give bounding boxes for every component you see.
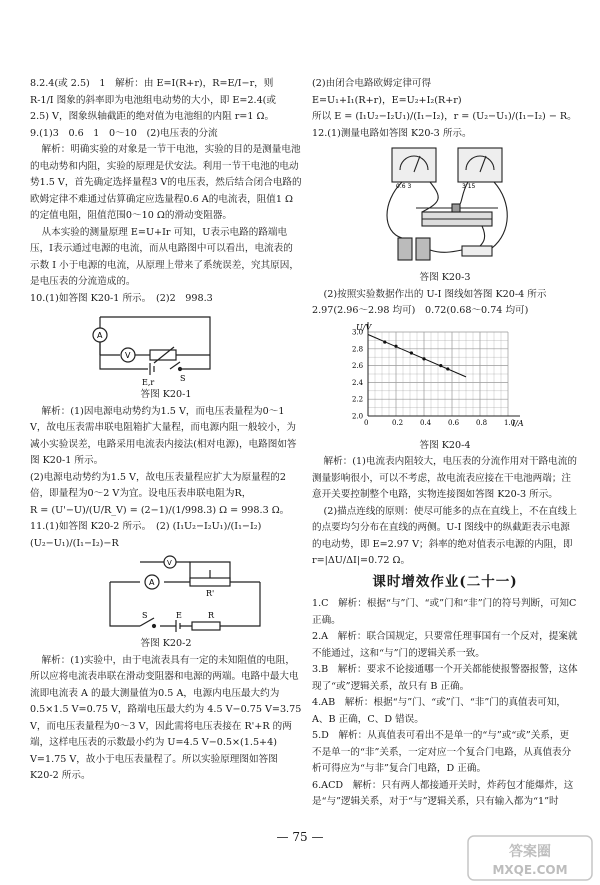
q11-result: 所以 E = (I₁U₂−I₂U₁)/(I₁−I₂)，r = (U₂−U₁)/(I₁−I₂) − R。	[312, 111, 577, 122]
ex21-q6: 6.ACD 解析：只有两人都接通开关时，炸药包才能爆炸，这是“与”逻辑关系，对于“与”逻辑关系，只有输入都为“1”时	[312, 779, 574, 807]
q11-answer: 11.(1)如答图 K20-2 所示。 (2) (I₁U₂−I₂U₁)/(I₁−I₂) (U₂−U₁)/(I₁−I₂)−R	[30, 521, 271, 549]
q8-text-3: 2.5) V，图象纵轴截距的绝对值为电池组的内阻 r=1 Ω。	[30, 111, 275, 122]
q12-part2: (2)按照实验数据作出的 U-I 图线如答图 K20-4 所示	[323, 288, 547, 300]
q11-analysis: 解析：(1)实验中，由于电流表具有一定的未知阻值的电阻，所以应将电流表串联在滑动变阻器和电源的两端。电路中最大电流即电流表 A 的最大测量值为0.5 A，电源内电压最大约为 0.5×1.5 V=0.75 V，路端电压最大约为 4.5 V−0.75 V=3.75 V，而电压表量程为0～3 V，因此需将电压表接在 R'+R 的两端，这样电压表的示数最小约为 U=4.5 V−0.5×(1.5+4) V=1.75 V，故小于电压表量程了。所以实验原理图如答图 K20-2 所示。	[30, 654, 302, 781]
section-title: 课时增效作业(二十一)	[372, 573, 518, 590]
voltmeter-symbol: V	[125, 351, 131, 360]
ammeter-symbol-2: A	[149, 578, 155, 587]
resistor-label: R	[208, 611, 215, 620]
data-point	[410, 351, 413, 354]
q9-answer: 9.(1)3 0.6 1 0～10 (2)电压表的分流	[30, 127, 218, 139]
circuit-diagram-k20-1	[30, 307, 302, 387]
x-tick-label: 0.8	[476, 418, 488, 427]
caption-k20-1: 答图 K20-1	[140, 389, 192, 400]
q10-formula: R = (U'−U)/(U/R_V) = (2−1)/(1/998.3) Ω = 998.3 Ω。	[30, 504, 290, 516]
x-tick-label: 1.0	[504, 418, 516, 427]
q9-analysis: 解析：明确实验的对象是一节干电池，实验的目的是测量电池的电动势和内阻，实验的原理是伏安法。利用一节干电池的电动势1.5 V，首先确定选择量程3 V的电压表，然后结合闭合电路的欧姆定律不难通过估算确定应选量程0.6 A的电流表，阻值1 Ω的定值电阻，阻值范围0～10 Ω的滑动变阻器。	[30, 144, 302, 221]
y-tick-label: 3.0	[352, 328, 364, 336]
q8-text-2: R-1/I 图象的斜率即为电池组电动势的大小，即 E=2.4(或	[30, 94, 277, 106]
voltmeter-symbol-2: V	[167, 559, 172, 567]
y-tick-label: 2.0	[352, 412, 364, 420]
ex21-q2: 2.A 解析：联合国规定，只要常任理事国有一个反对，提案就不能通过，这和“与”门的逻辑关系一致。	[312, 631, 578, 659]
caption-k20-4: 答图 K20-4	[419, 439, 471, 451]
circuit-diagram-k20-2	[30, 552, 302, 636]
watermark-logo	[466, 834, 594, 882]
ammeter-symbol: A	[97, 331, 103, 340]
y-tick-label: 2.2	[352, 395, 364, 404]
q11-equations: E=U₁+I₁(R+r)，E=U₂+I₂(R+r)	[312, 94, 462, 106]
data-point	[422, 357, 425, 360]
battery-label-2: E	[176, 611, 182, 620]
x-axis-label: I/A	[512, 418, 524, 428]
ex21-q1: 1.C 解析：根据“与”门、“或”门和“非”门的符号判断，可知C正确。	[312, 598, 577, 626]
x-tick-label: 0.4	[420, 418, 432, 427]
q10-analysis-2: (2)电源电动势约为1.5 V，故电压表量程应扩大为原量程的2倍，即量程为0～2 V为宜。设电压表串联电阻为R，	[30, 471, 286, 499]
y-tick-label: 2.6	[352, 361, 364, 370]
y-tick-label: 2.8	[352, 344, 364, 353]
q10-analysis: 解析：(1)因电源电动势约为1.5 V，而电压表量程为0～1 V，故电压表需串联电阻箱扩大量程，而电源内阻一般较小，为减小实验误差，电路采用电流表内接法(相对电源)，电路图如答图 K20-1 所示。	[30, 405, 297, 466]
ex21-q3: 3.B 解析：要求不论接通哪一个开关都能使报警器报警，这体现了“或”逻辑关系，故只有 B 正确。	[312, 664, 578, 692]
q12-answer: 12.(1)测量电路如答图 K20-3 所示。	[312, 127, 472, 139]
ui-graph-k20-4	[312, 320, 578, 438]
voltmeter-scale-label: 3 15	[462, 183, 476, 190]
y-tick-label: 2.4	[352, 378, 364, 387]
caption-k20-3: 答图 K20-3	[419, 272, 471, 283]
data-point	[439, 364, 442, 367]
caption-k20-2: 答图 K20-2	[140, 638, 192, 649]
ammeter-scale-label: 0.6 3	[396, 183, 412, 190]
ex21-q4: 4.AB 解析：根据“与”门、“或”门、“非”门的真值表可知，A、B 正确，C、D 错误。	[312, 697, 567, 725]
left-column	[30, 76, 302, 785]
battery-label: E,r	[142, 378, 155, 387]
x-tick-label: 0	[364, 418, 369, 427]
right-column	[312, 76, 578, 811]
data-point	[446, 367, 449, 370]
svg-text:答案圈: 答案圈	[509, 844, 551, 860]
apparatus-figure-k20-3	[312, 142, 578, 270]
y-axis-label: U/V	[356, 322, 372, 332]
q8-answer: 8.2.4(或 2.5) 1 解析：由 E=I(R+r)，R=E/I−r，则	[30, 78, 274, 89]
q12-analysis-2: (2)描点连线的原则：使尽可能多的点在直线上，不在直线上的点要均匀分布在直线的两侧。U-I 图线中的纵截距表示电源的电动势，即 E=2.97 V；斜率的绝对值表示电源的内阻，即 r=|ΔU/ΔI|=0.72 Ω。	[312, 505, 577, 566]
q11-part2: (2)由闭合电路欧姆定律可得	[312, 78, 432, 89]
q10-answer: 10.(1)如答图 K20-1 所示。 (2)2 998.3	[30, 292, 213, 304]
q12-analysis: 解析：(1)电流表内阻较大，电压表的分流作用对干路电流的测量影响很小，可以不考虑，故电流表应接在干电池两端；注意开关要控制整个电路，实物连接图如答图 K20-3 所示。	[312, 456, 577, 500]
data-point	[394, 344, 397, 347]
ex21-q5: 5.D 解析：从真值表可看出不是单一的“与”或“或”关系，更不是单一的“非”关系，一定对应一个复合门电路，从真值表分析可得应为“与非”复合门电路，D 正确。	[312, 730, 572, 774]
page-number: — 75 —	[276, 830, 324, 844]
switch-label-2: S	[142, 611, 148, 620]
rheostat-label: R'	[206, 589, 215, 598]
x-tick-label: 0.6	[448, 418, 460, 427]
q9-analysis-2: 从本实验的测量原理 E=U+Ir 可知，U表示电路的路端电压，I表示通过电源的电流，而从电路图中可以看出，电流表的示数 I 小于电源的电流，从原理上带来了系统误差，究其原因，是电压表的分流造成的。	[30, 226, 299, 287]
switch-label: S	[180, 374, 186, 383]
data-point	[383, 340, 386, 343]
x-tick-label: 0.2	[392, 418, 404, 427]
svg-text:MXQE.COM: MXQE.COM	[492, 863, 568, 877]
q12-values: 2.97(2.96～2.98 均可) 0.72(0.68～0.74 均可)	[312, 305, 529, 316]
